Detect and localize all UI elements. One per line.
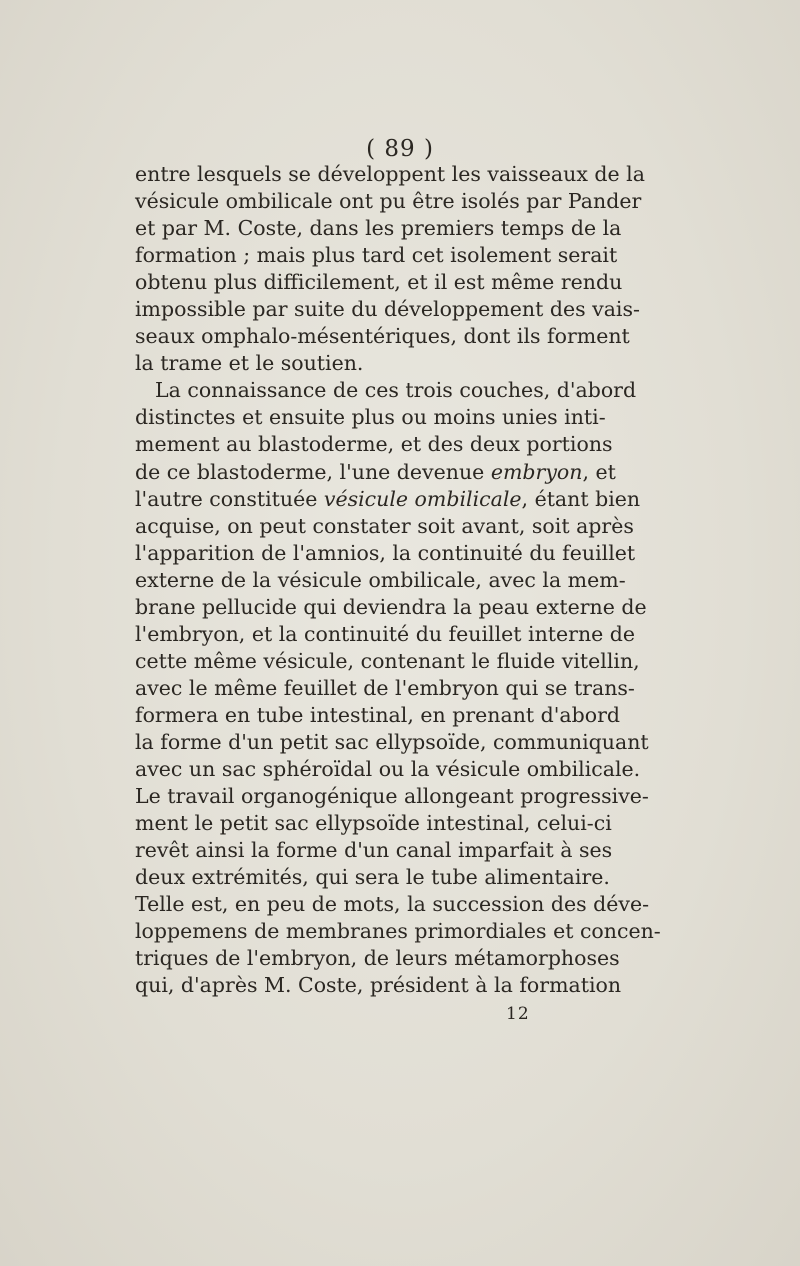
- text-line: avec un sac sphéroïdal ou la vésicule ombilicale.: [135, 757, 641, 782]
- text-fragment: , et: [582, 459, 616, 484]
- text-line: triques de l'embryon, de leurs métamorphoses: [135, 946, 620, 971]
- text-line: mement au blastoderme, et des deux portions: [135, 432, 613, 457]
- text-line: Telle est, en peu de mots, la succession des déve-: [135, 892, 650, 917]
- text-line: l'embryon, et la continuité du feuillet interne de: [135, 621, 636, 646]
- text-line: loppemens de membranes primordiales et concen-: [135, 919, 661, 944]
- text-line: qui, d'après M. Coste, président à la formation: [135, 973, 622, 998]
- italic-term: vésicule ombilicale: [323, 486, 522, 511]
- text-fragment: , étant bien: [521, 486, 641, 511]
- italic-term: embryon: [490, 459, 583, 484]
- text-line: cette même vésicule, contenant le fluide vitellin,: [135, 648, 640, 673]
- text-fragment: de ce blastoderme, l'une devenue: [135, 459, 491, 484]
- text-line: et par M. Coste, dans les premiers temps de la: [135, 216, 622, 241]
- text-line: seaux omphalo-mésentériques, dont ils forment: [135, 324, 630, 349]
- text-line: impossible par suite du développement des vais-: [135, 297, 640, 322]
- text-fragment: l'autre constituée: [135, 486, 324, 511]
- text-line: formera en tube intestinal, en prenant d'abord: [135, 702, 621, 727]
- text-line: externe de la vésicule ombilicale, avec la mem-: [135, 567, 626, 592]
- text-line: la forme d'un petit sac ellypsoïde, communiquant: [135, 729, 649, 754]
- text-line: [135, 486, 641, 513]
- text-line: deux extrémités, qui sera le tube alimentaire.: [135, 865, 610, 890]
- text-line: acquise, on peut constater soit avant, soit après: [135, 513, 634, 538]
- page-number: ( 89 ): [366, 136, 434, 162]
- body-text: [135, 161, 661, 999]
- text-line: la trame et le soutien.: [135, 351, 364, 376]
- text-line: formation ; mais plus tard cet isolement serait: [135, 243, 618, 268]
- signature-mark: 12: [506, 1004, 530, 1024]
- text-line: Le travail organogénique allongeant progressive-: [135, 784, 649, 809]
- text-line: avec le même feuillet de l'embryon qui se trans-: [135, 675, 635, 700]
- text-line: ment le petit sac ellypsoïde intestinal, celui-ci: [135, 811, 612, 836]
- text-line: La connaissance de ces trois couches, d'abord: [155, 378, 637, 403]
- text-line: entre lesquels se développent les vaisseaux de la: [135, 162, 645, 186]
- text-line: [135, 459, 616, 486]
- text-line: l'apparition de l'amnios, la continuité du feuillet: [135, 540, 636, 565]
- text-line: obtenu plus difficilement, et il est même rendu: [135, 270, 623, 295]
- text-line: distinctes et ensuite plus ou moins unies inti-: [135, 405, 606, 430]
- text-line: revêt ainsi la forme d'un canal imparfait à ses: [135, 838, 613, 863]
- text-line: brane pellucide qui deviendra la peau externe de: [135, 594, 647, 619]
- text-line: vésicule ombilicale ont pu être isolés par Pander: [135, 189, 642, 214]
